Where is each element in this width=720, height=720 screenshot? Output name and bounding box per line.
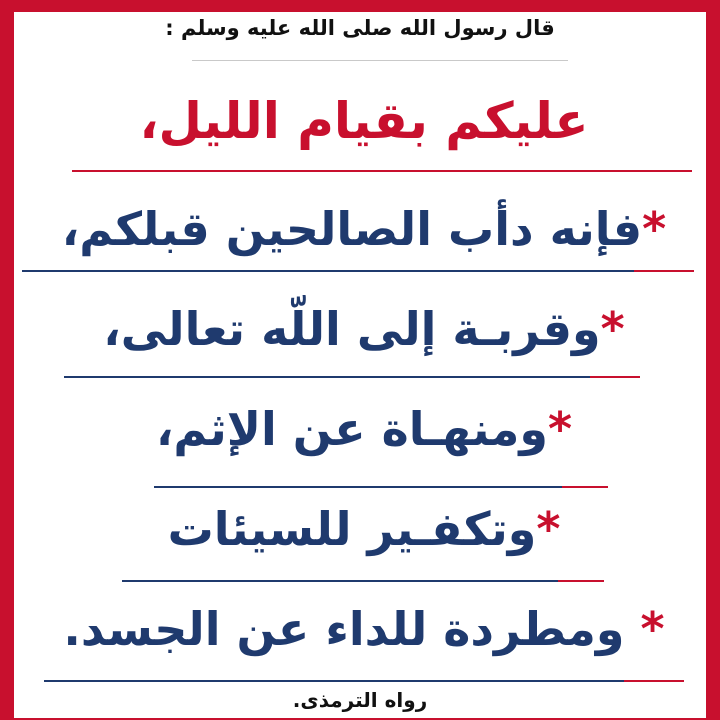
source-citation: رواه الترمذى. <box>292 688 428 712</box>
asterisk-icon: * <box>640 602 665 656</box>
hadith-line-text: وتكفـير للسيئات <box>167 502 537 556</box>
hadith-line-text: وقربـة إلى اللّه تعالى، <box>103 302 601 356</box>
asterisk-icon: * <box>548 402 573 456</box>
hadith-line-5 <box>54 602 674 656</box>
title-underline <box>72 170 692 172</box>
asterisk-icon: * <box>536 502 561 556</box>
line-2-accent <box>590 376 640 378</box>
line-3-underline <box>154 486 608 488</box>
line-5-underline <box>44 680 684 682</box>
hadith-line-2 <box>54 302 674 356</box>
hadith-card <box>14 12 706 718</box>
intro-text: قال رسول الله صلى الله عليه وسلم : <box>165 16 555 40</box>
line-4-underline <box>122 580 604 582</box>
line-3-accent <box>562 486 608 488</box>
hadith-line-text: ومطردة للداء عن الجسد. <box>63 602 625 656</box>
line-2-underline <box>64 376 640 378</box>
hadith-line-text: فإنه دأب الصالحين قبلكم، <box>61 202 643 256</box>
hadith-line-3 <box>54 402 674 456</box>
line-1-accent <box>634 270 694 272</box>
hadith-line-text: ومنهـاة عن الإثم، <box>155 402 548 456</box>
hadith-line-1 <box>54 202 674 256</box>
line-1-underline <box>22 270 694 272</box>
asterisk-icon: * <box>600 302 625 356</box>
line-4-accent <box>558 580 604 582</box>
hadith-line-4 <box>54 502 674 556</box>
intro-divider <box>192 60 568 61</box>
asterisk-icon: * <box>642 202 667 256</box>
hadith-title: عليكم بقيام الليل، <box>139 92 589 150</box>
line-5-accent <box>624 680 684 682</box>
